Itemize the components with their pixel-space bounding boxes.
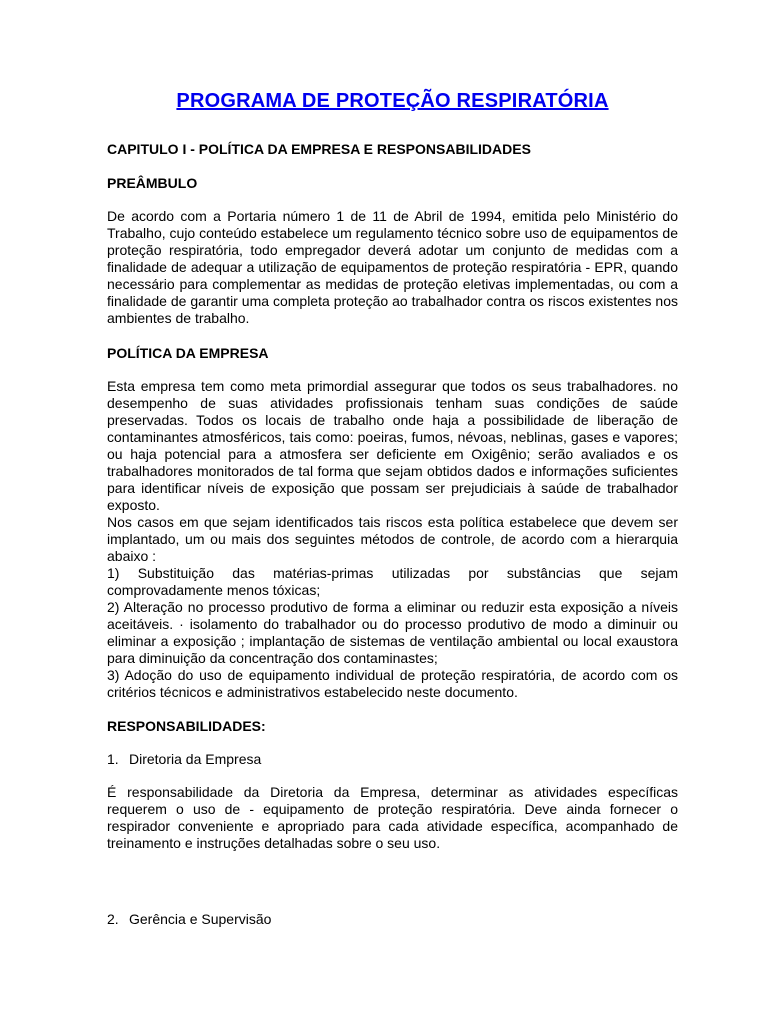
policy-paragraph: Esta empresa tem como meta primordial assegurar que todos os seus trabalhadores. no desempenho de suas atividades profissionais tenham suas condições de saúde preservadas. Todos os locais de trabalho onde haja a possibilidade de liberação de contaminantes atmosféricos, tais como: poeiras, fumos, névoas, neblinas, gases e vapores; ou haja potencial para a atmosfera ser deficiente em Oxigênio; serão avaliados e os trabalhadores monitorados de tal forma que sejam obtidos dados e informações suficientes para identificar níveis de exposição que possam ser prejudiciais à saúde de trabalhador exposto. [107, 378, 678, 513]
responsibilities-heading: RESPONSABILIDADES: [107, 718, 266, 734]
document-title[interactable]: PROGRAMA DE PROTEÇÃO RESPIRATÓRIA [176, 90, 609, 112]
list-item-label: Diretoria da Empresa [129, 751, 262, 767]
list-number: 2. [107, 911, 119, 927]
blank-space [107, 869, 678, 911]
document-page [107, 86, 678, 944]
policy-method-1: 1) Substituição das matérias-primas utilizadas por substâncias que sejam comprovadamente menos tóxicas; [107, 565, 678, 598]
chapter-heading: CAPITULO I - POLÍTICA DA EMPRESA E RESPONSABILIDADES [107, 141, 531, 157]
policy-method-3: 3) Adoção do uso de equipamento individual de proteção respiratória, de acordo com os critérios técnicos e administrativos estabelecido neste documento. [107, 667, 678, 700]
policy-heading: POLÍTICA DA EMPRESA [107, 345, 269, 361]
preamble-heading: PREÂMBULO [107, 175, 198, 191]
list-number: 1. [107, 751, 119, 767]
preamble-text: De acordo com a Portaria número 1 de 11 de Abril de 1994, emitida pelo Ministério do Trabalho, cujo conteúdo estabelece um regulamento técnico sobre uso de equipamentos de proteção respiratória, todo empregador deverá adotar um conjunto de medidas com a finalidade de adequar a utilização de equipamentos de proteção respiratória - EPR, quando necessário para complementar as medidas de proteção eletivas implementadas, ou com a finalidade de garantir uma completa proteção ao trabalhador contra os riscos existentes nos ambientes de trabalho. [107, 208, 678, 326]
policy-method-2: 2) Alteração no processo produtivo de forma a eliminar ou reduzir esta exposição a níveis aceitáveis. · isolamento do trabalhador ou do processo produtivo de modo a diminuir ou eliminar a exposição ; implantação de sistemas de ventilação ambiental ou local exaustora para diminuição da concentração dos contaminastes; [107, 599, 678, 666]
responsibility-item-title [107, 751, 678, 768]
responsibility-item-title [107, 911, 678, 928]
list-item-label: Gerência e Supervisão [129, 911, 272, 927]
responsibility-item-text: É responsabilidade da Diretoria da Empresa, determinar as atividades específicas requerem o uso de - equipamento de proteção respiratória. Deve ainda fornecer o respirador conveniente e apropriado para cada atividade específica, acompanhado de treinamento e instruções detalhadas sobre o seu uso. [107, 784, 678, 851]
policy-paragraph: Nos casos em que sejam identificados tais riscos esta política estabelece que devem ser implantado, um ou mais dos seguintes métodos de controle, de acordo com a hierarquia abaixo : [107, 514, 678, 564]
